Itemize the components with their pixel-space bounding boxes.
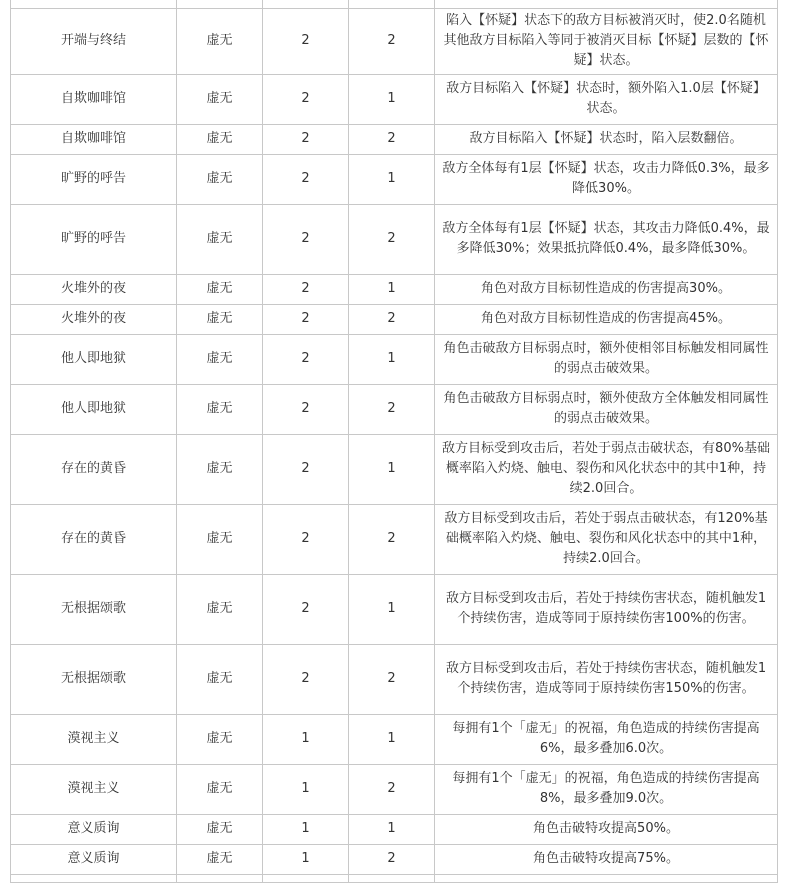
blessing-name-cell: 旷野的呼告 [11,204,177,274]
level-cell: 1 [349,154,435,204]
level-cell: 1 [349,714,435,764]
effect-cell: 敌方目标受到攻击后，若处于持续伤害状态，随机触发1个持续伤害，造成等同于原持续伤害150%的伤害。 [435,644,778,714]
blessing-table-container [10,0,777,883]
blessing-name-cell: 旷野的呼告 [11,154,177,204]
table-row [11,334,778,384]
level-cell [349,0,435,8]
table-row [11,274,778,304]
rarity-cell: 2 [263,574,349,644]
level-cell: 1 [349,434,435,504]
table-row [11,574,778,644]
rarity-cell: 1 [263,764,349,814]
level-cell: 2 [349,644,435,714]
blessing-name-cell: 存在的黄昏 [11,504,177,574]
effect-cell: 敌方全体每有1层【怀疑】状态，攻击力降低0.3%，最多降低30%。 [435,154,778,204]
effect-cell: 敌方目标受到攻击后，若处于弱点击破状态，有120%基础概率陷入灼烧、触电、裂伤和风化状态中的其中1种，持续2.0回合。 [435,504,778,574]
rarity-cell: 2 [263,74,349,124]
path-cell: 虚无 [177,714,263,764]
effect-cell: 每拥有1个「虚无」的祝福，角色造成的持续伤害提高8%，最多叠加9.0次。 [435,764,778,814]
path-cell [177,0,263,8]
effect-cell: 角色击破敌方目标弱点时，额外使相邻目标触发相同属性的弱点击破效果。 [435,334,778,384]
path-cell: 虚无 [177,574,263,644]
rarity-cell: 2 [263,644,349,714]
blessing-name-cell: 火堆外的夜 [11,274,177,304]
path-cell: 虚无 [177,504,263,574]
blessing-name-cell: 漠视主义 [11,764,177,814]
level-cell: 2 [349,764,435,814]
table-row [11,814,778,844]
effect-cell: 敌方目标受到攻击后，若处于弱点击破状态，有80%基础概率陷入灼烧、触电、裂伤和风化状态中的其中1种，持续2.0回合。 [435,434,778,504]
rarity-cell [263,0,349,8]
path-cell: 虚无 [177,384,263,434]
rarity-cell: 2 [263,434,349,504]
path-cell: 虚无 [177,304,263,334]
blessing-name-cell: 存在的黄昏 [11,434,177,504]
level-cell: 1 [349,274,435,304]
table-row [11,124,778,154]
level-cell: 2 [349,504,435,574]
rarity-cell: 1 [263,844,349,874]
table-row [11,504,778,574]
effect-cell: 角色击破特攻提高75%。 [435,844,778,874]
effect-cell: 角色对敌方目标韧性造成的伤害提高30%。 [435,274,778,304]
effect-cell: 角色击破敌方目标弱点时，额外使敌方全体触发相同属性的弱点击破效果。 [435,384,778,434]
blessing-name-cell: 无根据颂歌 [11,644,177,714]
path-cell: 虚无 [177,334,263,384]
path-cell: 虚无 [177,644,263,714]
path-cell: 虚无 [177,844,263,874]
effect-cell: 角色对敌方目标韧性造成的伤害提高45%。 [435,304,778,334]
level-cell: 1 [349,334,435,384]
blessing-name-cell: 自欺咖啡馆 [11,124,177,154]
rarity-cell: 2 [263,204,349,274]
blessing-table-body [11,0,778,882]
rarity-cell: 2 [263,384,349,434]
path-cell: 虚无 [177,154,263,204]
path-cell: 虚无 [177,74,263,124]
table-row [11,74,778,124]
blessing-name-cell [11,0,177,8]
blessing-name-cell: 自欺咖啡馆 [11,74,177,124]
rarity-cell: 2 [263,154,349,204]
rarity-cell: 2 [263,504,349,574]
table-row [11,714,778,764]
path-cell: 虚无 [177,274,263,304]
effect-cell: 陷入【怀疑】状态下的敌方目标被消灭时，使2.0名随机其他敌方目标陷入等同于被消灭目标【怀疑】层数的【怀疑】状态。 [435,8,778,74]
path-cell: 虚无 [177,434,263,504]
blessing-name-cell: 无根据颂歌 [11,574,177,644]
blessing-name-cell: 开端与终结 [11,8,177,74]
level-cell: 1 [349,74,435,124]
level-cell: 2 [349,384,435,434]
rarity-cell: 2 [263,274,349,304]
effect-cell: 敌方目标陷入【怀疑】状态时，额外陷入1.0层【怀疑】状态。 [435,74,778,124]
table-row [11,154,778,204]
blessing-name-cell: 他人即地狱 [11,384,177,434]
blessing-table [10,0,778,883]
level-cell: 2 [349,204,435,274]
level-cell: 1 [349,574,435,644]
table-row [11,764,778,814]
effect-cell [435,0,778,8]
blessing-name-cell: 意义质询 [11,814,177,844]
table-row [11,0,778,8]
path-cell: 虚无 [177,204,263,274]
effect-cell: 角色击破特攻提高50%。 [435,814,778,844]
table-row [11,384,778,434]
path-cell: 虚无 [177,124,263,154]
rarity-cell: 1 [263,814,349,844]
table-row [11,8,778,74]
table-row [11,644,778,714]
level-cell: 2 [349,304,435,334]
rarity-cell: 2 [263,334,349,384]
level-cell: 1 [349,814,435,844]
effect-cell: 敌方全体每有1层【怀疑】状态，其攻击力降低0.4%，最多降低30%；效果抵抗降低0.4%，最多降低30%。 [435,204,778,274]
level-cell: 2 [349,124,435,154]
effect-cell: 敌方目标受到攻击后，若处于持续伤害状态，随机触发1个持续伤害，造成等同于原持续伤害100%的伤害。 [435,574,778,644]
effect-cell: 敌方目标陷入【怀疑】状态时，陷入层数翻倍。 [435,124,778,154]
blessing-name-cell: 意义质询 [11,844,177,874]
path-cell: 虚无 [177,814,263,844]
rarity-cell: 2 [263,8,349,74]
blessing-name-cell: 他人即地狱 [11,334,177,384]
level-cell: 2 [349,8,435,74]
level-cell: 2 [349,844,435,874]
table-row [11,844,778,874]
blessing-name-cell: 火堆外的夜 [11,304,177,334]
rarity-cell: 1 [263,714,349,764]
table-row [11,304,778,334]
rarity-cell: 2 [263,304,349,334]
table-row [11,434,778,504]
path-cell: 虚无 [177,764,263,814]
path-cell: 虚无 [177,8,263,74]
rarity-cell: 2 [263,124,349,154]
effect-cell: 每拥有1个「虚无」的祝福，角色造成的持续伤害提高6%，最多叠加6.0次。 [435,714,778,764]
blessing-name-cell: 漠视主义 [11,714,177,764]
table-row [11,204,778,274]
